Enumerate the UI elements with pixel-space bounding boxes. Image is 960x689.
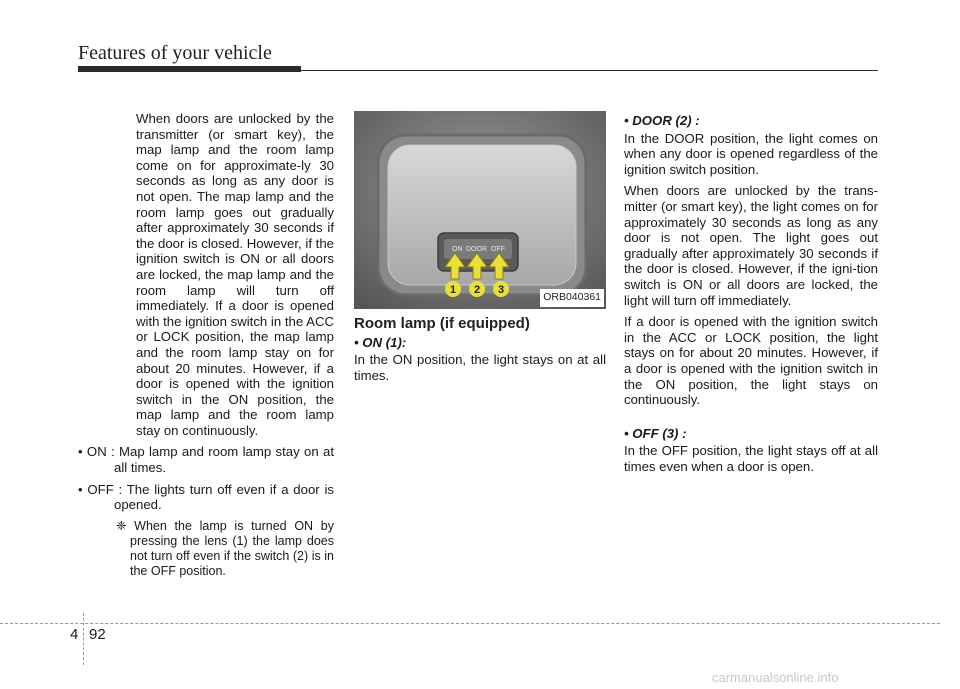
map-lamp-paragraph: When doors are unlocked by the transmitter (or smart key), the map lamp and the room lamp come on for approximate-ly 30 seconds as long as any door is not open. The map lamp and the room lamp goes out gradually after approximately 30 seconds if the door is closed. However, if the ignition switch is ON or all doors are locked, the map lamp and the room lamp will turn off immediately. If a door is opened with the ignition switch in the ACC or LOCK position, the map lamp and the room lamp stay on for about 20 minutes. However, if a door is opened with the ignition switch in the ON position, the map lamp and the room lamp stay on continuously. bbox=[136, 111, 334, 438]
chapter-number: 4 bbox=[70, 626, 79, 643]
door-paragraph-3: If a door is opened with the ignition switch in the ACC or LOCK position, the light stays on for about 20 minutes. However, if a door is opened with the ignition switch in the ON position, the light stays on continuously. bbox=[624, 314, 878, 408]
door-paragraph-2: When doors are unlocked by the trans-mitter (or smart key), the light comes on for approximately 30 seconds as long as any door is not open. The light goes out gradually after approximately 30 seconds if the door is closed. However, if the igni-tion switch is ON or all doors are locked, the light will turn off immediately. bbox=[624, 183, 878, 308]
bullet-on: • ON : Map lamp and room lamp stay on at all times. bbox=[78, 444, 334, 476]
door-paragraph-1: In the DOOR position, the light comes on when any door is opened regardless of the ignition switch position. bbox=[624, 130, 878, 177]
footer-divider bbox=[83, 613, 84, 665]
callout-1-label: 1 bbox=[449, 284, 457, 296]
switch-label-door: DOOR bbox=[466, 246, 487, 253]
figure-code: ORB040361 bbox=[540, 289, 604, 307]
middle-column bbox=[354, 111, 606, 389]
bullet-off: • OFF : The lights turn off even if a door is opened. bbox=[78, 481, 334, 513]
off-paragraph: In the OFF position, the light stays off at all times even when a door is open. bbox=[624, 443, 878, 474]
pointer-arrows bbox=[445, 253, 509, 279]
header-bar bbox=[78, 66, 301, 72]
callout-3-label: 3 bbox=[497, 284, 505, 296]
room-lamp-illustration bbox=[354, 111, 606, 309]
header-rule bbox=[301, 70, 878, 71]
note: ❈ When the lamp is turned ON by pressing the lens (1) the lamp does not turn off even if the switch (2) is in the OFF position. bbox=[116, 518, 334, 578]
page-number: 92 bbox=[89, 626, 106, 643]
off-subheading: • OFF (3) : bbox=[624, 425, 687, 441]
page-header-title: Features of your vehicle bbox=[78, 42, 272, 64]
watermark: carmanualsonline.info bbox=[712, 670, 839, 685]
callout-2-label: 2 bbox=[473, 284, 481, 296]
switch-label-on: ON bbox=[452, 246, 463, 253]
room-lamp-figure bbox=[354, 111, 606, 309]
callout-circles bbox=[445, 281, 509, 297]
on-subheading: • ON (1): bbox=[354, 334, 407, 350]
left-column bbox=[78, 111, 334, 585]
door-subheading: • DOOR (2) : bbox=[624, 113, 700, 128]
section-heading: Room lamp (if equipped) bbox=[354, 315, 530, 332]
footer-rule bbox=[0, 623, 940, 624]
switch-label-off: OFF bbox=[491, 246, 505, 253]
right-column bbox=[624, 111, 878, 480]
on-paragraph: In the ON position, the light stays on at all times. bbox=[354, 352, 606, 383]
